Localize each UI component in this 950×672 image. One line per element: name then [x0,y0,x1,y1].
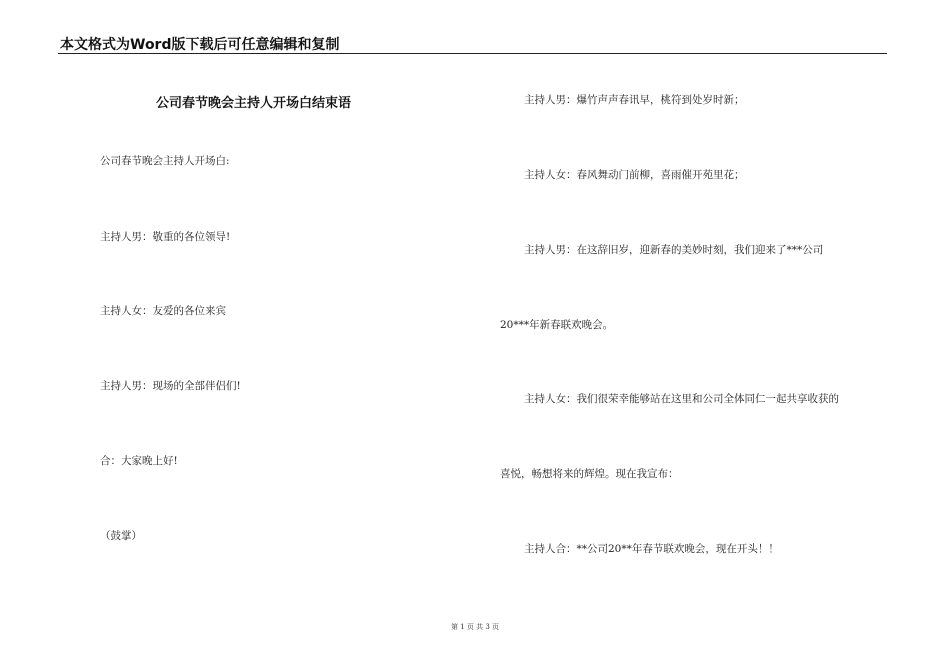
document-header-banner: 本文格式为Word版下载后可任意编辑和复制 [60,37,340,53]
left-paragraph-1: 公司春节晚会主持人开场白: [100,155,230,167]
left-paragraph-6: （鼓掌） [100,530,142,542]
header-divider [58,53,887,54]
page-number-footer: 第 1 页 共 3 页 [450,623,500,631]
left-paragraph-4: 主持人男：现场的全部伴侣们! [100,380,241,392]
right-paragraph-5: 主持人合：**公司20**年春节联欢晚会，现在开头！！ [524,543,779,555]
left-paragraph-5: 合：大家晚上好! [100,455,178,467]
left-paragraph-2: 主持人男：敬重的各位领导! [100,231,231,243]
document-title: 公司春节晚会主持人开场白结束语 [156,96,352,111]
right-paragraph-4: 主持人女：我们很荣幸能够站在这里和公司全体同仁一起共享收获的 [524,393,839,405]
left-paragraph-3: 主持人女：友爱的各位来宾 [100,305,226,317]
right-paragraph-4-continued: 喜悦，畅想将来的辉煌。现在我宣布： [500,468,679,480]
right-paragraph-1: 主持人男：爆竹声声春讯早，桃符到处岁时新； [524,94,745,106]
right-paragraph-3: 主持人男：在这辞旧岁，迎新春的美妙时刻，我们迎来了***公司 [524,244,824,256]
right-paragraph-3-continued: 20***年新春联欢晚会。 [500,319,614,331]
right-paragraph-2: 主持人女：春风舞动门前柳，喜雨催开苑里花； [524,169,745,181]
